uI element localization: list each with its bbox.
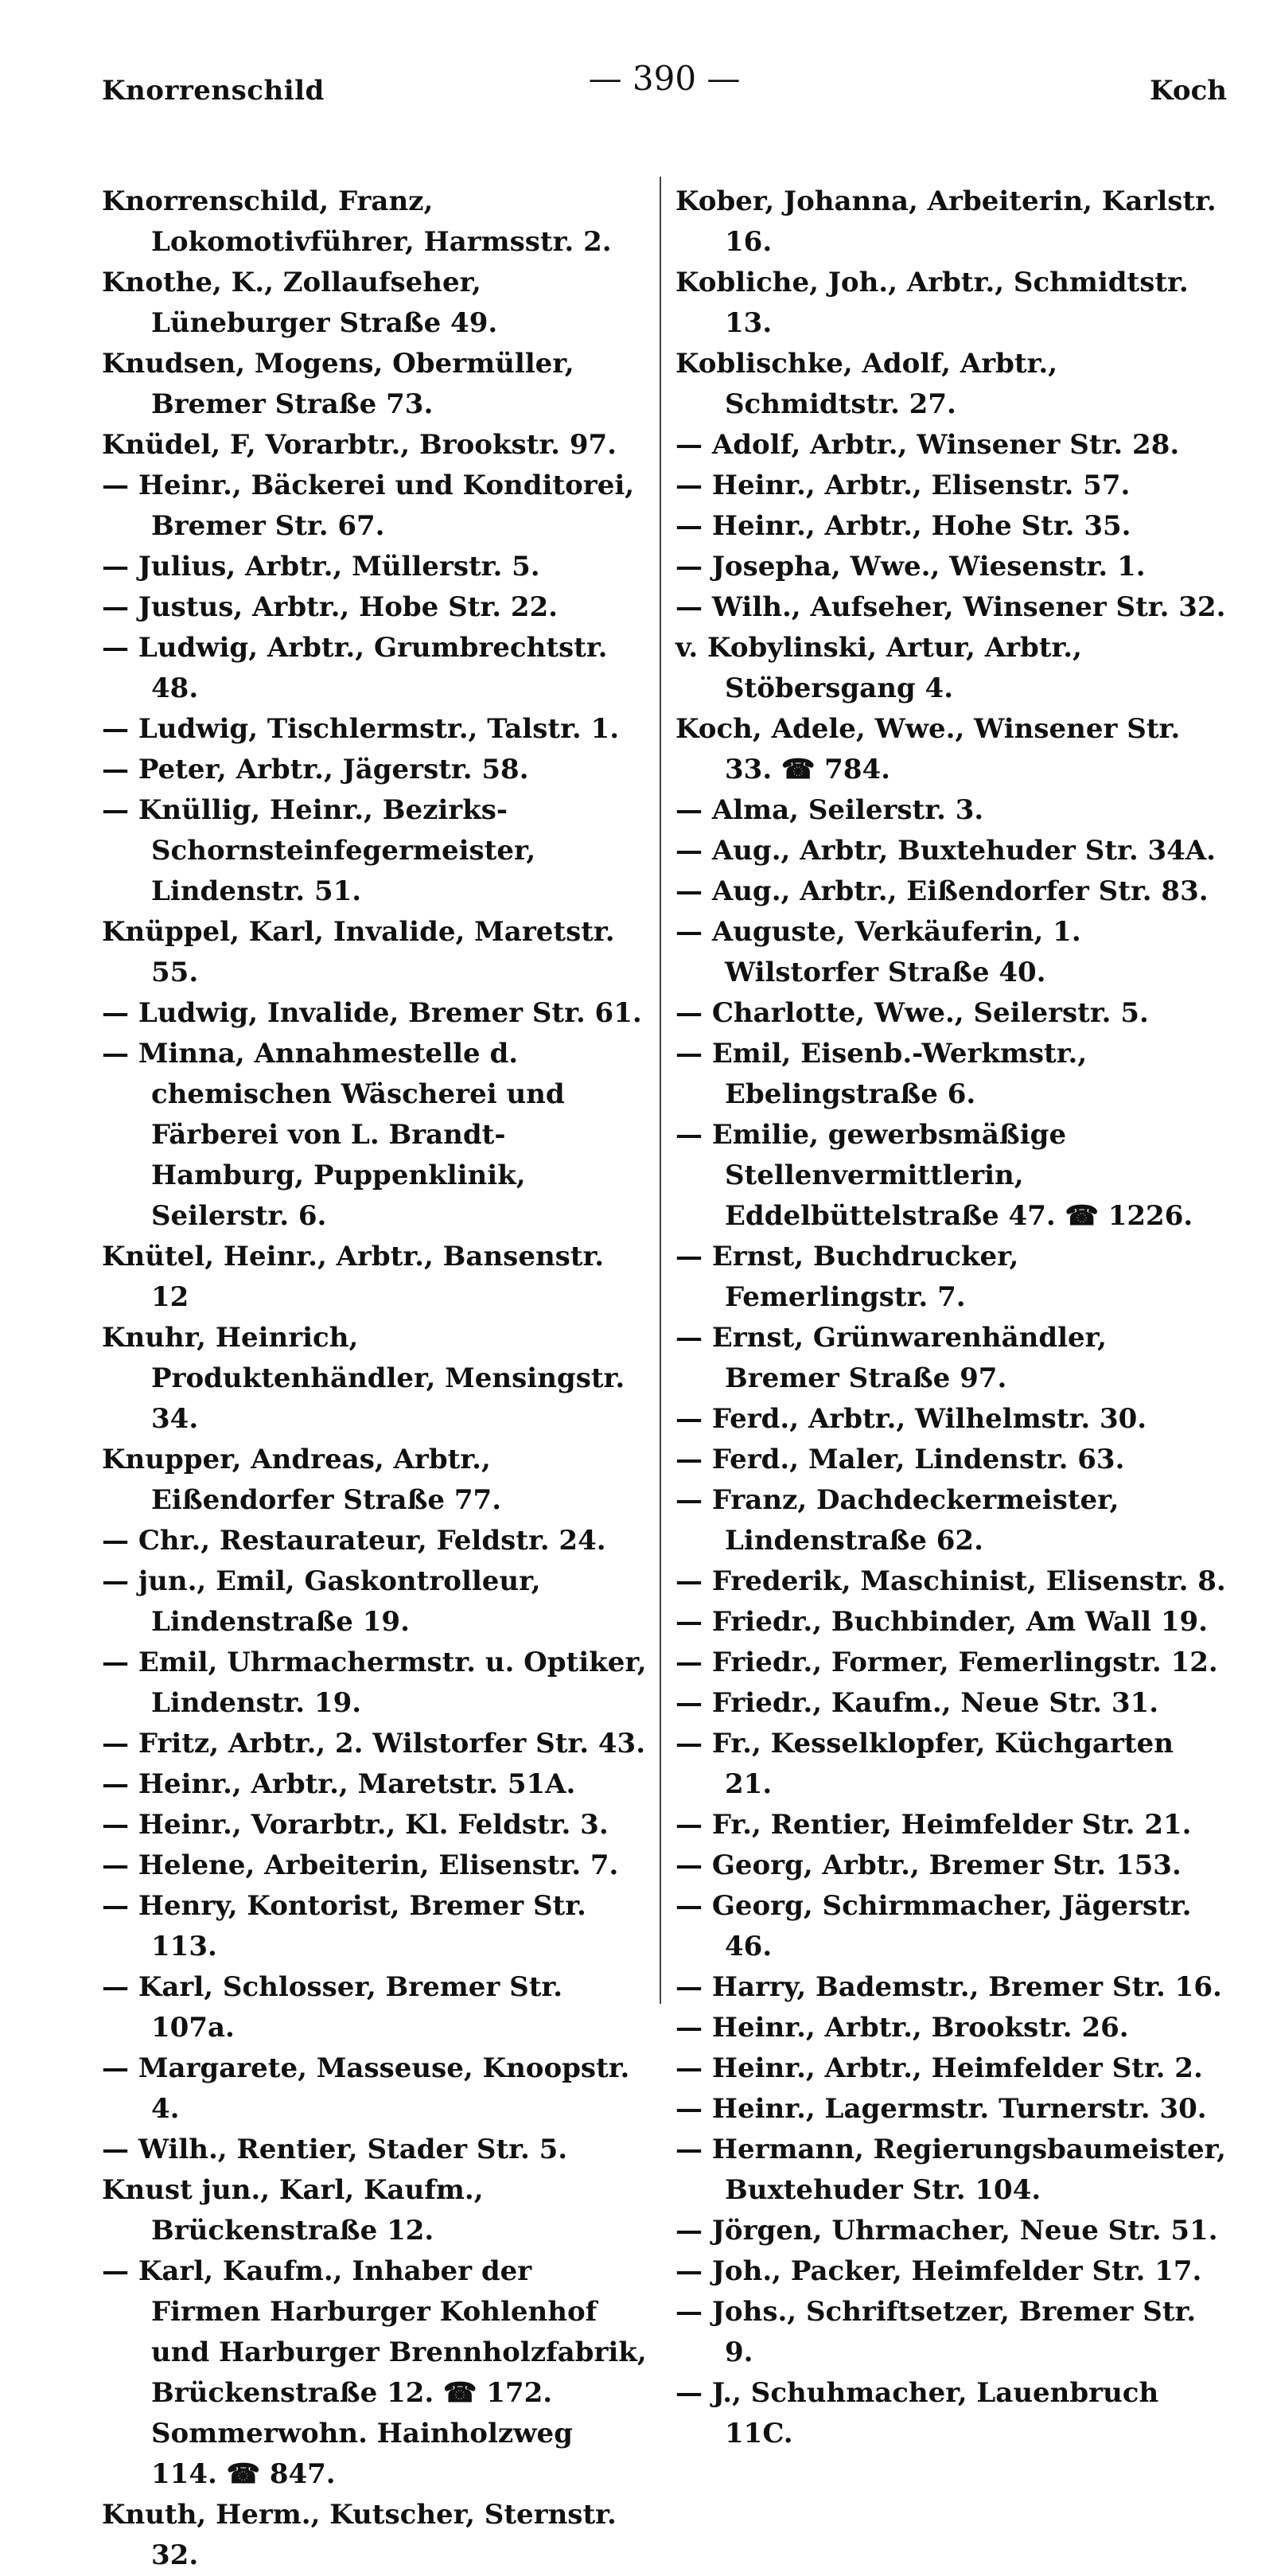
directory-entry: Knupper, Andreas, Arbtr., Eißendorfer Straße 77. (102, 1444, 502, 1516)
directory-entry: — Heinr., Arbtr., Brookstr. 26. (675, 2012, 1129, 2044)
directory-entry: — Wilh., Aufseher, Winsener Str. 32. (675, 591, 1226, 623)
directory-entry: — Minna, Annahmestelle d. chemischen Wäscherei und Färberei von L. Brandt-Hamburg, Puppenklinik, Seilerstr. 6. (102, 1038, 565, 1232)
directory-entry: — J., Schuhmacher, Lauenbruch 11C. (675, 2377, 1159, 2449)
directory-entry: — Emil, Eisenb.-Werkmstr., Ebelingstraße 6. (675, 1038, 1088, 1110)
directory-entry: — Joh., Packer, Heimfelder Str. 17. (675, 2255, 1202, 2287)
directory-entry: — Georg, Schirmmacher, Jägerstr. 46. (675, 1890, 1192, 1962)
directory-entry: Knuhr, Heinrich, Produktenhändler, Mensingstr. 34. (102, 1322, 625, 1435)
directory-entry: — Karl, Kaufm., Inhaber der Firmen Harburger Kohlenhof und Harburger Brennholzfabrik, Brückenstraße 12. ☎ 172. Sommerwohn. Hainholzweg 114. ☎ 847. (102, 2255, 647, 2490)
directory-entry: — Hermann, Regierungsbaumeister, Buxtehuder Str. 104. (675, 2134, 1226, 2206)
directory-entry: v. Kobylinski, Artur, Arbtr., Stöbersgang 4. (675, 632, 1082, 704)
right-column (664, 181, 1227, 2449)
directory-entry: — jun., Emil, Gaskontrolleur, Lindenstraße 19. (102, 1565, 541, 1638)
left-column (102, 181, 664, 2571)
directory-entry: Knothe, K., Zollaufseher, Lüneburger Straße 49. (102, 267, 498, 339)
directory-entry: — Emil, Uhrmachermstr. u. Optiker, Lindenstr. 19. (102, 1647, 647, 1719)
directory-entry: — Henry, Kontorist, Bremer Str. 113. (102, 1890, 586, 1962)
directory-entry: Koch, Adele, Wwe., Winsener Str. 33. ☎ 784. (675, 713, 1181, 785)
directory-entry: — Heinr., Arbtr., Heimfelder Str. 2. (675, 2052, 1203, 2084)
directory-entry: Knust jun., Karl, Kaufm., Brückenstraße 12. (102, 2174, 484, 2247)
directory-entry: — Heinr., Arbtr., Hohe Str. 35. (675, 510, 1131, 542)
directory-entry: Knudsen, Mogens, Obermüller, Bremer Straße 73. (102, 348, 574, 420)
directory-entry: — Wilh., Rentier, Stader Str. 5. (102, 2134, 568, 2165)
directory-entry: — Aug., Arbtr, Buxtehuder Str. 34A. (675, 835, 1217, 867)
directory-entry: — Jörgen, Uhrmacher, Neue Str. 51. (675, 2215, 1218, 2247)
directory-entry: — Karl, Schlosser, Bremer Str. 107a. (102, 1971, 563, 2044)
column-divider (660, 177, 661, 2004)
directory-entry: — Helene, Arbeiterin, Elisenstr. 7. (102, 1849, 619, 1881)
directory-entry: — Friedr., Buchbinder, Am Wall 19. (675, 1606, 1208, 1638)
directory-entry: — Auguste, Verkäuferin, 1. Wilstorfer Straße 40. (675, 916, 1081, 988)
page-number: — 390 — (588, 59, 741, 98)
directory-entry: — Knüllig, Heinr., Bezirks-Schornsteinfegermeister, Lindenstr. 51. (102, 794, 536, 907)
directory-entry: Knüppel, Karl, Invalide, Maretstr. 55. (102, 916, 615, 988)
directory-entry: — Friedr., Former, Femerlingstr. 12. (675, 1647, 1218, 1678)
directory-entry: Knüdel, F, Vorarbtr., Brookstr. 97. (102, 429, 617, 461)
directory-entry: Knorrenschild, Franz, Lokomotivführer, Harmsstr. 2. (102, 185, 612, 258)
entry-columns (102, 181, 1227, 2571)
directory-entry: — Justus, Arbtr., Hobe Str. 22. (102, 591, 559, 623)
directory-entry: — Margarete, Masseuse, Knoopstr. 4. (102, 2052, 630, 2125)
directory-entry: — Friedr., Kaufm., Neue Str. 31. (675, 1687, 1159, 1719)
directory-entry: — Heinr., Arbtr., Elisenstr. 57. (675, 470, 1131, 501)
directory-entry: — Aug., Arbtr., Eißendorfer Str. 83. (675, 875, 1209, 907)
directory-entry: — Ferd., Arbtr., Wilhelmstr. 30. (675, 1403, 1147, 1435)
directory-entry: — Franz, Dachdeckermeister, Lindenstraße 62. (675, 1484, 1119, 1557)
directory-entry: — Peter, Arbtr., Jägerstr. 58. (102, 754, 529, 785)
running-head-right: Koch (1150, 75, 1227, 107)
directory-entry: Koblischke, Adolf, Arbtr., Schmidtstr. 27. (675, 348, 1058, 420)
directory-entry: — Heinr., Arbtr., Maretstr. 51A. (102, 1768, 576, 1800)
directory-entry: — Ferd., Maler, Lindenstr. 63. (675, 1444, 1125, 1475)
directory-entry: — Josepha, Wwe., Wiesenstr. 1. (675, 551, 1146, 583)
directory-entry: — Ludwig, Tischlermstr., Talstr. 1. (102, 713, 620, 745)
directory-entry: Knuth, Herm., Kutscher, Sternstr. 32. (102, 2499, 617, 2571)
directory-entry: — Charlotte, Wwe., Seilerstr. 5. (675, 997, 1149, 1029)
directory-entry: — Adolf, Arbtr., Winsener Str. 28. (675, 429, 1180, 461)
directory-entry: — Ludwig, Arbtr., Grumbrechtstr. 48. (102, 632, 608, 704)
directory-entry: — Harry, Bademstr., Bremer Str. 16. (675, 1971, 1222, 2003)
directory-entry: Kober, Johanna, Arbeiterin, Karlstr. 16. (675, 185, 1217, 258)
directory-entry: Knütel, Heinr., Arbtr., Bansenstr. 12 (102, 1241, 605, 1313)
directory-entry: — Alma, Seilerstr. 3. (675, 794, 984, 826)
running-head-left: Knorrenschild (102, 75, 325, 107)
directory-entry: — Emilie, gewerbsmäßige Stellenvermittlerin, Eddelbüttelstraße 47. ☎ 1226. (675, 1119, 1193, 1232)
directory-entry: — Heinr., Vorarbtr., Kl. Feldstr. 3. (102, 1809, 609, 1841)
directory-entry: — Johs., Schriftsetzer, Bremer Str. 9. (675, 2296, 1197, 2368)
directory-entry: — Heinr., Lagermstr. Turnerstr. 30. (675, 2093, 1207, 2125)
directory-entry: — Frederik, Maschinist, Elisenstr. 8. (675, 1565, 1226, 1597)
directory-entry: — Julius, Arbtr., Müllerstr. 5. (102, 551, 540, 583)
page-header (102, 48, 1227, 111)
directory-entry: — Ludwig, Invalide, Bremer Str. 61. (102, 997, 642, 1029)
directory-entry: — Ernst, Grünwarenhändler, Bremer Straße 97. (675, 1322, 1107, 1394)
directory-entry: — Ernst, Buchdrucker, Femerlingstr. 7. (675, 1241, 1019, 1313)
directory-entry: — Fritz, Arbtr., 2. Wilstorfer Str. 43. (102, 1728, 646, 1760)
directory-entry: Kobliche, Joh., Arbtr., Schmidtstr. 13. (675, 267, 1189, 339)
directory-entry: — Heinr., Bäckerei und Konditorei, Bremer Str. 67. (102, 470, 635, 542)
directory-entry: — Georg, Arbtr., Bremer Str. 153. (675, 1849, 1182, 1881)
directory-entry: — Chr., Restaurateur, Feldstr. 24. (102, 1525, 606, 1557)
directory-entry: — Fr., Kesselklopfer, Küchgarten 21. (675, 1728, 1174, 1800)
directory-entry: — Fr., Rentier, Heimfelder Str. 21. (675, 1809, 1192, 1841)
